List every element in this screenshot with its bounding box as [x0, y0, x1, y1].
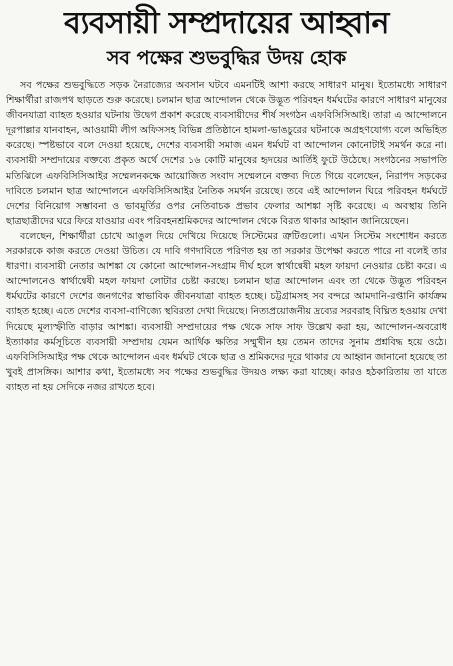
- article-body: [6, 78, 447, 395]
- paragraph: সব পক্ষের শুভবুদ্ধিতে সড়ক নৈরাজ্যের অবসান ঘটবে এমনটিই আশা করছে সাধারণ মানুষ। ইতোমধ্যে সাধারণ শিক্ষার্থীরা রাজপথ ছাড়তে শুরু করেছে। চলমান ছাত্র আন্দোলন থেকে উদ্ভূত পরিবহন ধর্মঘটের কারণে সাধারণ মানুষের জীবনযাত্রা ব্যাহত হওয়ার ঘটনায় উদ্বেগ প্রকাশ করেছে ব্যবসায়ীদের শীর্ষ সংগঠন এফবিসিসিআই। তারা এ আন্দোলনে দূরপাল্লার যানবাহন, আওয়ামী লীগ অফিসসহ বিভিন্ন প্রতিষ্ঠানে হামলা-ভাঙচুরের ঘটনাকে অগ্রহণযোগ্য বলে অভিহিত করেছে। স্পষ্টভাবে বলে দেওয়া হয়েছে, দেশের ব্যবসায়ী সমাজ এমন ধর্মঘট বা আন্দোলন কোনোটাই সমর্থন করে না। ব্যবসায়ী সম্প্রদায়ের বক্তব্যে প্রকৃত অর্থে দেশের ১৬ কোটি মানুষের হৃদয়ের আর্তিই ফুটে উঠেছে। সংগঠনের সভাপতি মতিঝিলে এফবিসিসিআইর সম্মেলনকক্ষে আয়োজিত সংবাদ সম্মেলনে বক্তব্য দিতে গিয়ে বলেছেন, নিরাপদ সড়কের দাবিতে চলমান ছাত্র আন্দোলনে এফবিসিসিআইর নৈতিক সমর্থন রয়েছে। তবে এই আন্দোলন ঘিরে পরিবহন ধর্মঘটে দেশের বিনিয়োগ সম্ভাবনা ও ভাবমূর্তির ওপর নেতিবাচক প্রভাব ফেলার আশঙ্কা সৃষ্টি করেছে। এ অবস্থায় তিনি ছাত্রছাত্রীদের ঘরে ফিরে যাওয়ার এবং পরিবহনশ্রমিকদের আন্দোলন থেকে বিরত থাকার আহ্বান জানিয়েছেন।: [6, 80, 447, 227]
- headline: ব্যবসায়ী সম্প্রদায়ের আহ্বান: [64, 6, 389, 41]
- paragraph: বলেছেন, শিক্ষার্থীরা চোখে আঙুল দিয়ে দেখিয়ে দিয়েছে সিস্টেমের ত্রুটিগুলো। এখন সিস্টেম সংশোধন করতে সরকারকে কাজ করতে দেওয়া উচিত। যে দাবি গণদাবিতে পরিণত হয় তা সরকার উপেক্ষা করতে পারে না বলেই তার ধারণা। ব্যবসায়ী নেতার আশঙ্কা যে কোনো আন্দোলন-সংগ্রাম দীর্ঘ হলে স্বার্থান্বেষী মহল ফায়দা নেওয়ার চেষ্টা করে। এ আন্দোলনেও স্বার্থান্বেষী মহল ফায়দা লোটার চেষ্টা করছে। চলমান ছাত্র আন্দোলন এবং তা থেকে উদ্ভূত পরিবহন ধর্মঘটের কারণে দেশের জনগণের স্বাভাবিক জীবনযাত্রা ব্যাহত হচ্ছে। চট্টগ্রামসহ সব বন্দরে আমদানি-রপ্তানি কার্যক্রম ব্যাহত হচ্ছে। এতে দেশের ব্যবসা-বাণিজ্যে স্থবিরতা দেখা দিয়েছে। নিত্যপ্রয়োজনীয় দ্রব্যের সরবরাহ বিঘ্নিত হওয়ায় দেখা দিয়েছে মূল্যস্ফীতি বাড়ার আশঙ্কা। ব্যবসায়ী সম্প্রদায়ের পক্ষ থেকে সাফ সাফ উল্লেখ করা হয়, আন্দোলন-অবরোধ ইত্যাকার কর্মসূচিতে ব্যবসায়ী সম্প্রদায় যেমন আর্থিক ক্ষতির সম্মুখীন হয় তেমন তাদের সুনাম প্রশ্নবিদ্ধ হয়ে ওঠে। এফবিসিসিআইর পক্ষ থেকে আন্দোলন এবং ধর্মঘট থেকে ছাত্র ও শ্রমিকদের দূরে থাকার যে আহ্বান জানানো হয়েছে তা খুবই প্রাসঙ্গিক। আশার কথা, ইতোমধ্যে সব পক্ষের শুভবুদ্ধির উদয়ও লক্ষ্য করা যাচ্ছে। কারও হঠকারিতায় তা যাতে ব্যাহত না হয় সেদিকে নজর রাখতে হবে।: [6, 230, 447, 393]
- subheadline: সব পক্ষের শুভবুদ্ধির উদয় হোক: [106, 47, 347, 69]
